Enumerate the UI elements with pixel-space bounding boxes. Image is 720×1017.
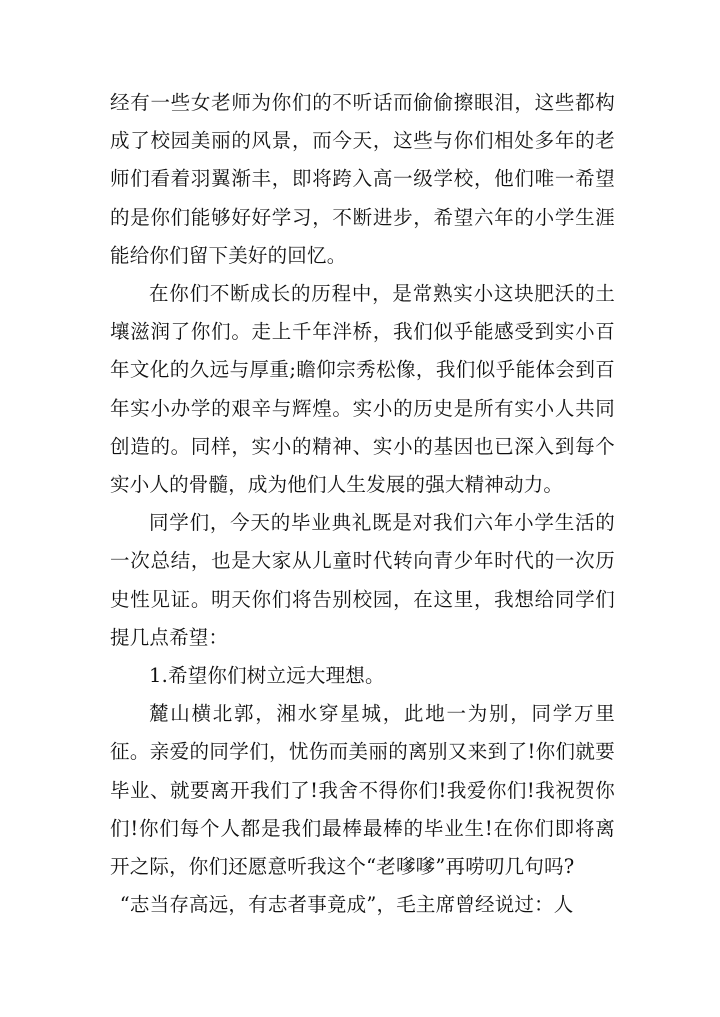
paragraph-graduation-ceremony: 同学们，今天的毕业典礼既是对我们六年小学生活的一次总结，也是大家从儿童时代转向青少年时代的一次历史性见证。明天你们将告别校园，在这里，我想给同学们提几点希望： xyxy=(110,511,615,649)
paragraph-hope-item-1: 1.希望你们树立远大理想。 xyxy=(149,664,385,688)
document-body xyxy=(110,84,615,924)
paragraph-farewell: 麓山横北郭，湘水穿星城，此地一为别，同学万里征。亲爱的同学们，忧伤而美丽的离别又来到了!你们就要毕业、就要离开我们了!我舍不得你们!我爱你们!我祝贺你们!你们每个人都是我们最棒最棒的毕业生!在你们即将离开之际，你们还愿意听我这个“老嗲嗲”再唠叨几句吗? xyxy=(110,702,615,879)
paragraph-continuation: 经有一些女老师为你们的不听话而偷偷擦眼泪，这些都构成了校园美丽的风景，而今天，这些与你们相处多年的老师们看着羽翼渐丰，即将跨入高一级学校，他们唯一希望的是你们能够好好学习，不断进步，希望六年的小学生涯能给你们留下美好的回忆。 xyxy=(110,91,615,267)
paragraph-school-history: 在你们不断成长的历程中，是常熟实小这块肥沃的土壤滋润了你们。走上千年泮桥，我们似乎能感受到实小百年文化的久远与厚重;瞻仰宗秀松像，我们似乎能体会到百年实小办学的艰辛与辉煌。实小的历史是所有实小人共同创造的。同样，实小的精神、实小的基因也已深入到每个实小人的骨髓，成为他们人生发展的强大精神动力。 xyxy=(110,282,615,497)
paragraph-ambition-quote: “志当存高远，有志者事竟成”，毛主席曾经说过：人 xyxy=(119,893,574,917)
